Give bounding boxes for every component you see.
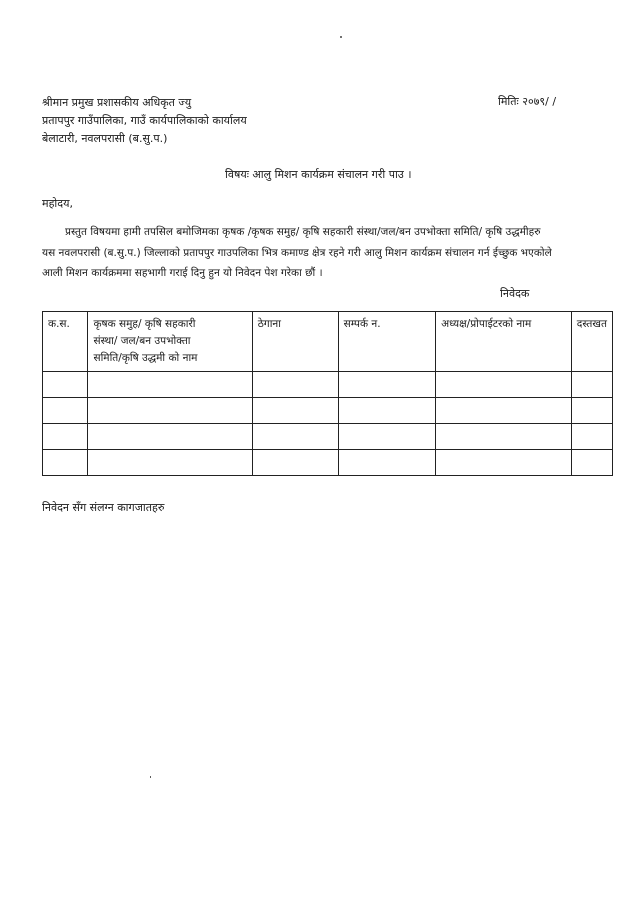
table-cell[interactable] xyxy=(338,424,435,450)
date-field: मितिः २०७९/ / xyxy=(498,95,557,108)
table-cell[interactable] xyxy=(43,372,88,398)
header-group-name-line-3: समिति/कृषि उद्धमी को नाम xyxy=(93,352,198,364)
table-cell[interactable] xyxy=(436,450,572,476)
table-cell[interactable] xyxy=(338,372,435,398)
table-cell[interactable] xyxy=(338,398,435,424)
table-row xyxy=(43,450,613,476)
table-cell[interactable] xyxy=(252,398,338,424)
table-cell[interactable] xyxy=(88,450,252,476)
header-group-name xyxy=(88,312,252,372)
table-cell[interactable] xyxy=(43,398,88,424)
header-group-name-line-2: संस्था/ जल/बन उपभोक्ता xyxy=(93,335,191,347)
table-cell[interactable] xyxy=(88,424,252,450)
table-cell[interactable] xyxy=(252,450,338,476)
table-cell[interactable] xyxy=(571,372,612,398)
table-row xyxy=(43,372,613,398)
table-cell[interactable] xyxy=(436,424,572,450)
table-cell[interactable] xyxy=(338,450,435,476)
table-cell[interactable] xyxy=(43,450,88,476)
scan-speck xyxy=(150,776,151,778)
header-chairperson: अध्यक्ष/प्रोपाईटरको नाम xyxy=(436,312,572,372)
header-group-name-line-1: कृषक समुह/ कृषि सहकारी xyxy=(93,318,196,330)
body-line-2: यस नवलपरासी (ब.सु.प.) जिल्लाको प्रतापपुर गाउपलिका भित्र कमाण्ड क्षेत्र रहने गरी आलु मिशन कार्यक्रम संचालन गर्न ईच्छुक भएकोले xyxy=(42,246,552,259)
attachments-label: निवेदन सँग संलग्न कागजातहरु xyxy=(42,501,165,514)
addressee-line-1: श्रीमान प्रमुख प्रशासकीय अधिकृत ज्यु xyxy=(42,96,192,109)
addressee-block xyxy=(42,94,247,148)
applicant-label: निवेदक xyxy=(500,287,530,300)
table-cell[interactable] xyxy=(88,398,252,424)
body-line-3: आली मिशन कार्यक्रममा सहभागी गराई दिनु हुन यो निवेदन पेश गरेका छौं । xyxy=(42,267,323,279)
table-cell[interactable] xyxy=(252,372,338,398)
letter-body xyxy=(42,222,614,284)
table-row xyxy=(43,398,613,424)
header-contact: सम्पर्क न. xyxy=(338,312,435,372)
table-cell[interactable] xyxy=(571,424,612,450)
table-row xyxy=(43,424,613,450)
salutation: महोदय, xyxy=(42,197,73,210)
table-cell[interactable] xyxy=(43,424,88,450)
table-cell[interactable] xyxy=(571,450,612,476)
applicant-details-table xyxy=(42,311,613,476)
scan-speck xyxy=(340,36,342,38)
table-cell[interactable] xyxy=(436,398,572,424)
header-address: ठेगाना xyxy=(252,312,338,372)
body-line-1: प्रस्तुत विषयमा हामी तपसिल बमोजिमका कृषक /कृषक समुह/ कृषि सहकारी संस्था/जल/बन उपभोक्ता समिति/ कृषि उद्धमीहरु xyxy=(65,226,541,238)
addressee-line-2: प्रतापपुर गाउँपालिका, गाउँ कार्यपालिकाको कार्यालय xyxy=(42,114,247,127)
table-cell[interactable] xyxy=(88,372,252,398)
table-cell[interactable] xyxy=(436,372,572,398)
table-cell[interactable] xyxy=(252,424,338,450)
header-signature: दस्तखत xyxy=(571,312,612,372)
table-cell[interactable] xyxy=(571,398,612,424)
subject-line: विषयः आलु मिशन कार्यक्रम संचालन गरी पाउ । xyxy=(225,168,412,181)
header-serial: क.स. xyxy=(43,312,88,372)
table-header-row xyxy=(43,312,613,372)
addressee-line-3: बेलाटारी, नवलपरासी (ब.सु.प.) xyxy=(42,132,168,145)
